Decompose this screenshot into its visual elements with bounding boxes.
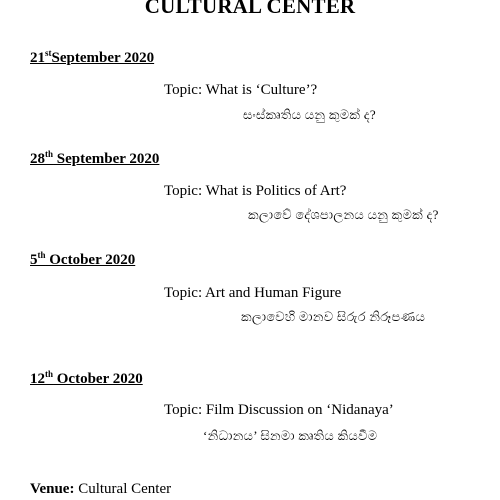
- page-title: CULTURAL CENTER: [144, 0, 356, 18]
- session-topic: Topic: Film Discussion on ‘Nidanaya’: [164, 402, 394, 418]
- session-date: 12th October 2020: [30, 369, 143, 387]
- venue-line: [30, 481, 171, 498]
- venue-label: Venue:: [30, 481, 75, 497]
- session-topic-sinhala: සංස්කෘතිය යනු කුමක් ද?: [243, 107, 376, 122]
- session-topic: Topic: What is ‘Culture’?: [164, 82, 318, 98]
- session-topic: Topic: What is Politics of Art?: [164, 183, 347, 199]
- session-date: 28th September 2020: [30, 149, 160, 167]
- venue-value: Cultural Center: [74, 481, 172, 497]
- session-date: 21stSeptember 2020: [30, 48, 155, 66]
- session-topic-sinhala: ‘නිධානය’ සිනමා කෘතිය කියවීම: [203, 428, 378, 443]
- session-topic-sinhala: කලාවෙහි මානව සිරුර නිරූපණය: [241, 309, 426, 324]
- session-topic-sinhala: කලාවේ දේශපාලනය යනු කුමක් ද?: [248, 207, 439, 222]
- session-topic: Topic: Art and Human Figure: [164, 285, 342, 301]
- session-date: 5th October 2020: [30, 250, 136, 268]
